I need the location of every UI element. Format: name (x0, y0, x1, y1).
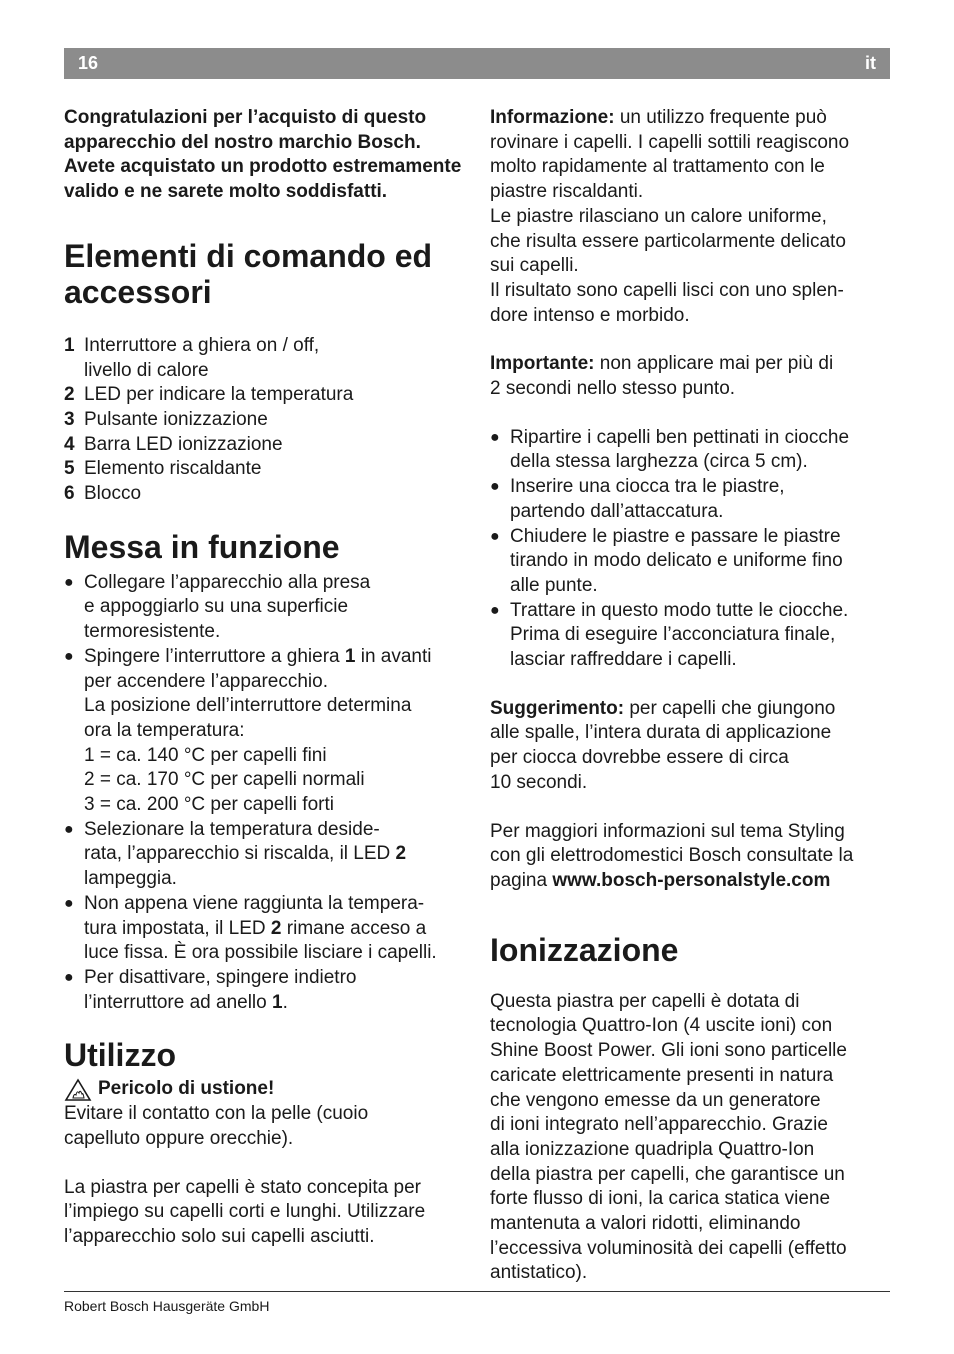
more-info-paragraph: Per maggiori informazioni sul tema Styling con gli elettrodomestici Bosch consultate la pagina www.bosch-personalstyle.com (490, 820, 854, 891)
page-number: 16 (78, 53, 99, 73)
intro-text: Congratulazioni per l’acquisto di questo apparecchio del nostro marchio Bosch. Avete acquistato un prodotto estremamente valido e ne sarete molto soddisfatti. (64, 107, 462, 203)
setup-list (64, 571, 466, 1016)
footer-divider (64, 1291, 890, 1292)
list-item: 6 Blocco (64, 483, 142, 505)
setup-heading: Messa in funzione (64, 528, 340, 565)
steps-list (490, 426, 890, 673)
tip-paragraph: Suggerimento: per capelli che giungono alle spalle, l’intera durata di applicazione per ciocca dovrebbe essere di circa 10 secondi. (490, 697, 836, 793)
usage-paragraph: La piastra per capelli è stato concepita per l’impiego su capelli corti e lunghi. Utilizzare l’apparecchio solo sui capelli asciutti. (64, 1176, 426, 1247)
list-item: ● Non appena viene raggiunta la tempera- tura impostata, il LED 2 rimane acceso a luce fissa. È ora possibile lisciare i capelli. (64, 892, 437, 964)
language-code: it (865, 53, 876, 73)
list-item: 1 Interruttore a ghiera on / off, livello di calore (64, 334, 320, 381)
list-item: 3 Pulsante ionizzazione (64, 408, 268, 430)
list-item: ● Trattare in questo modo tutte le ciocche. Prima di eseguire l’acconciatura finale, lasciar raffreddare i capelli. (490, 599, 849, 671)
controls-heading: Elementi di comando ed accessori (64, 237, 433, 310)
warning-triangle-icon (64, 1078, 92, 1102)
warning-title: Pericolo di ustione! (64, 1077, 466, 1102)
important-paragraph: Importante: non applicare mai per più di 2 secondi nello stesso punto. (490, 353, 834, 400)
list-item: 2 LED per indicare la temperatura (64, 384, 354, 406)
website-link[interactable]: www.bosch-personalstyle.com (552, 869, 831, 891)
ionization-heading: Ionizzazione (490, 931, 679, 968)
right-column (490, 106, 890, 1286)
list-item: ● Ripartire i capelli ben pettinati in ciocche della stessa larghezza (circa 5 cm). (490, 426, 850, 473)
list-item: ● Per disattivare, spingere indietro l’interruttore ad anello 1. (64, 966, 357, 1013)
list-item: ● Selezionare la temperatura deside- rata, l’apparecchio si riscalda, il LED 2 lampeggia. (64, 818, 407, 890)
page-header-bar (64, 48, 890, 79)
left-column (64, 106, 466, 1250)
warning-text: Evitare il contatto con la pelle (cuoio capelluto oppure orecchie). (64, 1103, 369, 1149)
ionization-paragraph: Questa piastra per capelli è dotata di tecnologia Quattro-Ion (4 uscite ioni) con Shine Boost Power. Gli ioni sono particelle caricate elettricamente presenti in natura che vengono emesse da un generatore di ioni integrato nell’apparecchio. Grazie alla ionizzazione quadripla Quattro-Ion della piastra per capelli, che garantisce un forte flusso di ioni, la carica statica viene mantenuta a valori ridotti, eliminando l’eccessiva voluminosità dei capelli (effetto antistatico). (490, 990, 847, 1284)
list-item: ● Inserire una ciocca tra le piastre, partendo dall’attaccatura. (490, 476, 785, 522)
footer-company: Robert Bosch Hausgeräte GmbH (64, 1298, 270, 1314)
usage-heading: Utilizzo (64, 1037, 176, 1074)
list-item: ● Collegare l’apparecchio alla presa e appoggiarlo su una superficie termoresistente. (64, 571, 371, 643)
list-item: 4 Barra LED ionizzazione (64, 433, 283, 455)
list-item: ● Spingere l’interruttore a ghiera 1 in avanti per accendere l’apparecchio. La posizione dell’interruttore determina ora la temperatura: 1 = ca. 140 °C per capelli fini 2 = ca. 170 °C per capelli normali 3 = ca. 200 °C per capelli forti (64, 645, 432, 816)
info-paragraph: Informazione: un utilizzo frequente può rovinare i capelli. I capelli sottili reagiscono molto rapidamente al trattamento con le piastre riscaldanti. Le piastre rilasciano un calore uniforme, che risulta essere particolarmente delicato sui capelli. Il risultato sono capelli lisci con uno splen- dore intenso e morbido. (490, 107, 850, 326)
controls-list (64, 334, 466, 507)
list-item: ● Chiudere le piastre e passare le piastre tirando in modo delicato e uniforme fino alle punte. (490, 525, 843, 596)
list-item: 5 Elemento riscaldante (64, 458, 262, 480)
